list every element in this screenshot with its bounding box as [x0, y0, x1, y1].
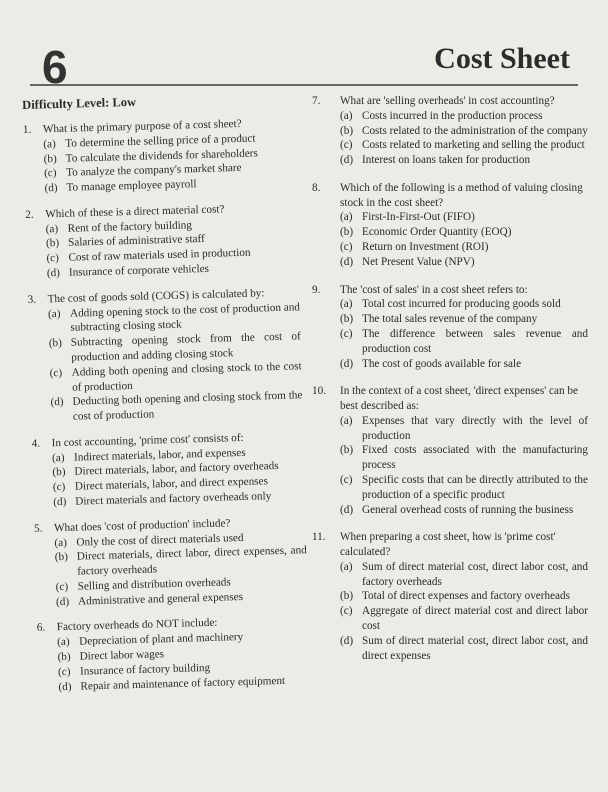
option-letter: (c) [55, 580, 69, 594]
option-text: Costs incurred in the production process [362, 109, 543, 122]
question-text: In the context of a cost sheet, 'direct expenses' can be best described as: [340, 385, 578, 413]
option-list [34, 529, 308, 610]
answer-option [312, 357, 588, 372]
option-letter: (a) [340, 211, 353, 224]
option-letter: (b) [340, 313, 354, 326]
option-text: Only the cost of direct materials used [76, 531, 244, 549]
option-letter: (b) [54, 551, 69, 564]
question-text: What are 'selling overheads' in cost accounting? [340, 95, 555, 107]
option-text: Net Present Value (NPV) [362, 255, 475, 268]
option-text: Depreciation of plant and machinery [79, 631, 244, 648]
question-text: In cost accounting, 'prime cost' consists of: [51, 431, 244, 450]
option-text: Aggregate of direct material cost and direct labor cost [362, 605, 588, 632]
option-text: The cost of goods available for sale [362, 357, 522, 370]
option-text: To determine the selling price of a product [65, 132, 256, 150]
question-number: 3. [27, 293, 37, 306]
option-text: Deducting both opening and closing stock from the cost of production [72, 389, 303, 423]
option-letter: (d) [53, 495, 67, 509]
option-letter: (a) [45, 222, 59, 236]
option-text: Direct materials and factory overheads only [75, 490, 272, 508]
answer-option [312, 138, 588, 153]
question-7 [312, 94, 588, 168]
answer-option [312, 560, 588, 590]
option-text: Fixed costs associated with the manufacturing process [362, 444, 588, 472]
question-3 [27, 285, 303, 426]
question-number: 2. [25, 208, 34, 221]
option-letter: (c) [340, 139, 353, 152]
option-text: The difference between sales revenue and production cost [362, 327, 588, 355]
option-letter: (b) [57, 650, 71, 664]
question-9 [312, 283, 588, 372]
question-8 [312, 181, 588, 270]
option-text: Expenses that vary directly with the level of production [362, 414, 588, 442]
question-10 [312, 384, 588, 517]
option-text: Repair and maintenance of factory equipment [80, 674, 286, 693]
chapter-number: 6 [42, 41, 68, 93]
option-text: First-In-First-Out (FIFO) [362, 211, 475, 224]
option-letter: (d) [46, 267, 61, 280]
answer-option [312, 327, 588, 357]
option-list [312, 297, 588, 371]
question-stem [312, 530, 588, 560]
option-list [23, 130, 297, 197]
option-text: Interest on loans taken for production [362, 154, 531, 167]
right-question-list [312, 94, 588, 663]
option-letter: (b) [43, 152, 57, 165]
option-letter: (b) [45, 237, 60, 250]
option-list [312, 414, 588, 517]
question-text: Which of the following is a method of valuing closing stock in the cost sheet? [340, 181, 583, 209]
answer-option [312, 604, 588, 634]
option-letter: (d) [340, 634, 354, 647]
question-number: 5. [33, 522, 43, 535]
question-number: 1. [22, 123, 32, 136]
option-text: General overhead costs of running the business [362, 503, 574, 516]
option-list [37, 628, 311, 695]
option-text: The total sales revenue of the company [362, 313, 538, 326]
option-letter: (d) [50, 396, 64, 409]
option-text: Cost of raw materials used in production [68, 246, 251, 265]
question-number: 7. [312, 95, 321, 107]
option-text: Rent of the factory building [67, 218, 193, 235]
option-letter: (b) [48, 337, 63, 350]
answer-option [312, 297, 588, 312]
answer-option [312, 225, 588, 240]
question-1 [23, 115, 297, 196]
option-text: Selling and distribution overheads [77, 576, 231, 593]
question-stem [312, 283, 588, 298]
option-letter: (c) [49, 366, 63, 380]
option-letter: (d) [44, 182, 58, 195]
option-text: To manage employee payroll [66, 178, 197, 194]
option-list [32, 444, 306, 511]
question-number: 10. [312, 385, 326, 398]
answer-option [312, 312, 588, 327]
answer-option [312, 240, 588, 255]
option-list [312, 210, 588, 269]
option-letter: (d) [340, 357, 354, 370]
question-text: Which of these is a direct material cost? [45, 203, 225, 221]
chapter-title: Cost Sheet [434, 42, 570, 75]
question-number: 8. [312, 181, 321, 194]
question-stem [312, 181, 588, 211]
header-rule [30, 84, 578, 86]
option-letter: (b) [52, 466, 66, 479]
question-11 [312, 530, 588, 663]
difficulty-level: Difficulty Level: Low [22, 94, 137, 112]
answer-option [30, 389, 303, 426]
option-text: To calculate the dividends for shareholders [65, 147, 258, 165]
option-letter: (d) [340, 154, 354, 167]
answer-option [312, 210, 588, 225]
question-text: When preparing a cost sheet, how is 'prime cost' calculated? [340, 531, 556, 559]
option-text: Total cost incurred for producing goods sold [362, 298, 561, 311]
option-list [28, 300, 303, 426]
answer-option [312, 503, 588, 518]
option-text: Direct materials, direct labor, direct expenses, and factory overheads [76, 544, 307, 578]
option-letter: (b) [340, 124, 354, 137]
option-text: Sum of direct material cost, direct labor cost, and factory overheads [362, 560, 588, 588]
option-letter: (c) [340, 473, 353, 486]
option-text: Total of direct expenses and factory overheads [362, 590, 570, 603]
answer-option [312, 414, 588, 444]
option-letter: (c) [52, 481, 66, 494]
option-letter: (c) [340, 241, 353, 254]
question-number: 4. [31, 437, 41, 450]
option-letter: (a) [57, 636, 70, 649]
option-text: Costs related to marketing and selling the product [362, 139, 585, 152]
option-text: Sum of direct material cost, direct labor cost, and direct expenses [362, 634, 588, 662]
answer-option [312, 153, 588, 168]
answer-option [312, 443, 588, 473]
question-text: What is the primary purpose of a cost sheet? [42, 117, 242, 136]
option-letter: (a) [340, 109, 353, 122]
question-text: Factory overheads do NOT include: [56, 617, 218, 634]
option-text: Specific costs that can be directly attributed to the production of a specific product [362, 473, 588, 501]
question-stem [312, 384, 588, 414]
question-6 [37, 614, 311, 695]
option-letter: (d) [58, 680, 72, 693]
option-letter: (b) [340, 226, 354, 239]
option-text: Direct materials, labor, and factory overheads [74, 460, 279, 479]
question-number: 9. [312, 283, 321, 296]
option-text: Direct labor wages [79, 648, 165, 663]
option-letter: (d) [340, 503, 354, 516]
question-number: 6. [36, 621, 46, 635]
option-text: To analyze the company's market share [65, 162, 242, 180]
question-4 [31, 429, 305, 510]
answer-option [312, 473, 588, 503]
option-list [312, 560, 588, 663]
right-column [312, 94, 588, 676]
option-text: Salaries of administrative staff [67, 233, 205, 250]
option-text: Adding opening stock to the cost of production and subtracting closing stock [69, 300, 301, 335]
option-letter: (c) [46, 252, 60, 265]
question-text: What does 'cost of production' include? [53, 517, 231, 535]
option-text: Insurance of corporate vehicles [68, 262, 210, 279]
option-letter: (c) [43, 167, 57, 180]
option-letter: (a) [340, 414, 353, 427]
question-5 [34, 514, 308, 610]
option-letter: (a) [340, 298, 353, 311]
option-letter: (a) [51, 451, 65, 464]
question-stem [312, 94, 588, 109]
answer-option [312, 124, 588, 139]
option-letter: (c) [340, 327, 353, 340]
option-text: Return on Investment (ROI) [362, 241, 489, 254]
option-letter: (b) [340, 590, 354, 603]
left-column [22, 90, 311, 706]
option-text: Direct materials, labor, and direct expenses [74, 475, 269, 493]
left-question-list [23, 115, 311, 695]
answer-option [312, 589, 588, 604]
option-text: Administrative and general expenses [77, 590, 244, 608]
option-text: Subtracting opening stock from the cost of production and adding closing stock [70, 330, 301, 364]
option-letter: (c) [340, 605, 353, 618]
answer-option [312, 634, 588, 664]
question-2 [25, 200, 299, 281]
option-letter: (b) [340, 444, 354, 457]
answer-option [312, 109, 588, 124]
option-text: Insurance of factory building [79, 661, 211, 678]
option-list [25, 215, 299, 282]
option-letter: (a) [47, 307, 61, 320]
option-letter: (a) [340, 560, 353, 573]
question-text: The 'cost of sales' in a cost sheet refers to: [340, 283, 528, 296]
question-number: 11. [312, 531, 326, 544]
option-text: Costs related to the administration of the company [362, 124, 588, 137]
option-letter: (a) [43, 137, 56, 151]
answer-option [312, 255, 588, 270]
option-text: Adding both opening and closing stock to the cost of production [71, 360, 302, 394]
option-letter: (d) [55, 595, 70, 608]
question-text: The cost of goods sold (COGS) is calculated by: [47, 287, 265, 306]
option-letter: (c) [57, 665, 71, 678]
option-letter: (d) [340, 255, 354, 268]
option-text: Indirect materials, labor, and expenses [73, 446, 246, 464]
option-letter: (a) [54, 536, 68, 549]
option-list [312, 109, 588, 168]
option-text: Economic Order Quantity (EOQ) [362, 226, 512, 239]
